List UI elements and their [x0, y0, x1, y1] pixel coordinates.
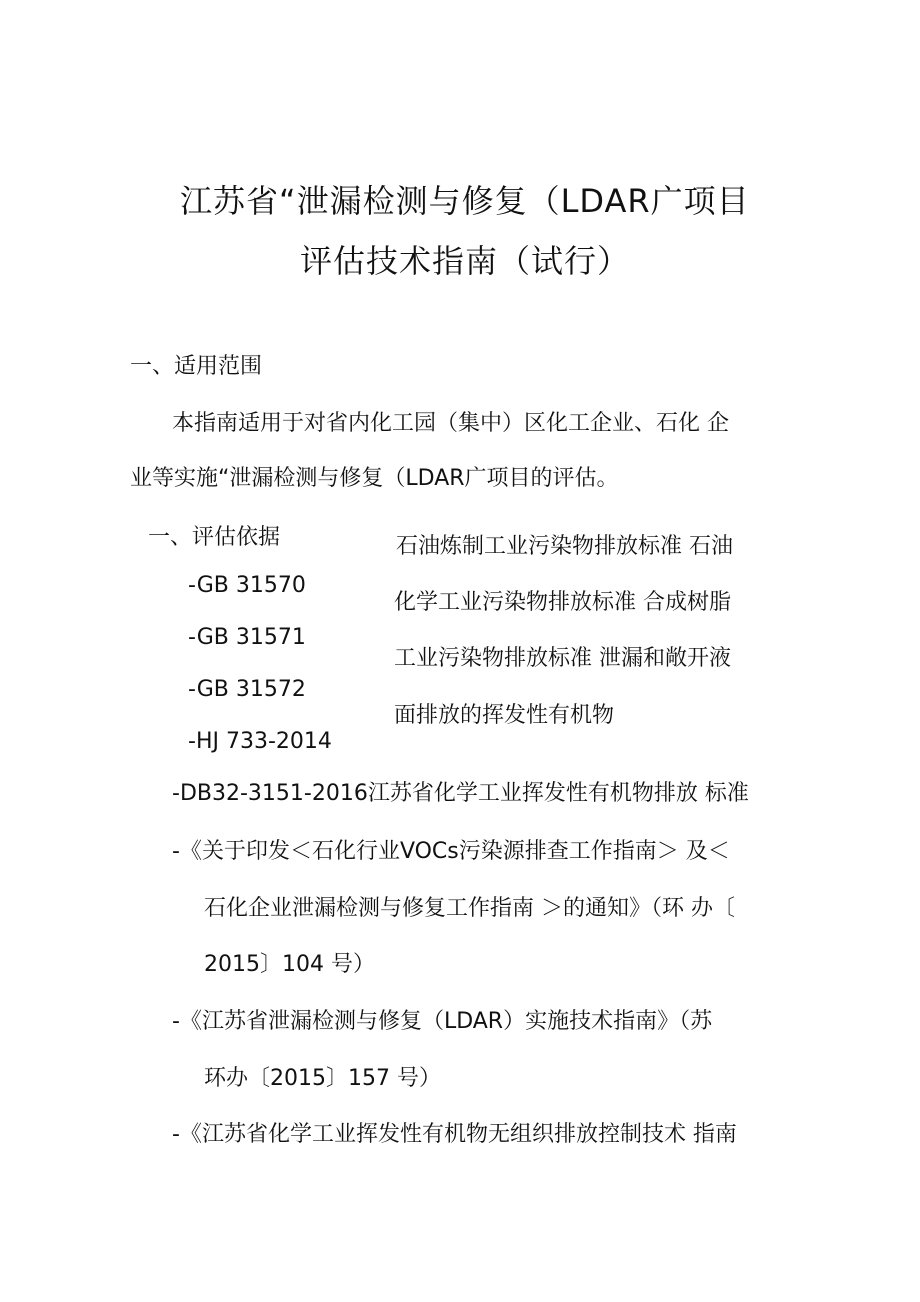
standard-description-line-4: 面排放的挥发性有机物 — [394, 703, 615, 728]
basis-item-vocs-line-3: 2015〕104 号） — [204, 952, 375, 977]
section-heading-scope: 一、适用范围 — [130, 354, 263, 379]
basis-item-vocs-line-1: -《关于印发＜石化行业VOCs污染源排查工作指南＞ 及＜ — [172, 839, 730, 864]
standard-code-gb31571: -GB 31571 — [188, 625, 306, 650]
scope-paragraph-line-2: 业等实施“泄漏检测与修复（LDAR广项目的评估。 — [130, 466, 619, 491]
standard-code-hj733: -HJ 733-2014 — [188, 729, 332, 754]
basis-item-vocs-line-2: 石化企业泄漏检测与修复工作指南 ＞的通知》（环 办〔 — [204, 896, 735, 921]
document-title-line-2: 评估技术指南（试行） — [300, 242, 631, 280]
standard-code-gb31572: -GB 31572 — [188, 677, 306, 702]
basis-item-ldar-line-1: -《江苏省泄漏检测与修复（LDAR）实施技术指南》（苏 — [172, 1009, 713, 1034]
section-heading-basis: 一、评估依据 — [148, 525, 281, 550]
standard-code-gb31570: -GB 31570 — [188, 573, 306, 598]
basis-item-db32: -DB32-3151-2016江苏省化学工业挥发性有机物排放 标准 — [172, 781, 749, 806]
basis-item-ldar-line-2: 环办〔2015〕157 号） — [204, 1066, 441, 1091]
scope-paragraph-line-1: 本指南适用于对省内化工园（集中）区化工企业、石化 企 — [172, 411, 729, 436]
standard-description-line-2: 化学工业污染物排放标准 合成树脂 — [394, 590, 731, 615]
document-title-line-1: 江苏省“泄漏检测与修复（LDAR广项目 — [180, 182, 750, 220]
standard-description-line-1: 石油炼制工业污染物排放标准 石油 — [396, 534, 733, 559]
basis-item-fugitive-line-1: -《江苏省化学工业挥发性有机物无组织排放控制技术 指南 — [172, 1122, 737, 1147]
standard-description-line-3: 工业污染物排放标准 泄漏和敞开液 — [394, 646, 731, 671]
